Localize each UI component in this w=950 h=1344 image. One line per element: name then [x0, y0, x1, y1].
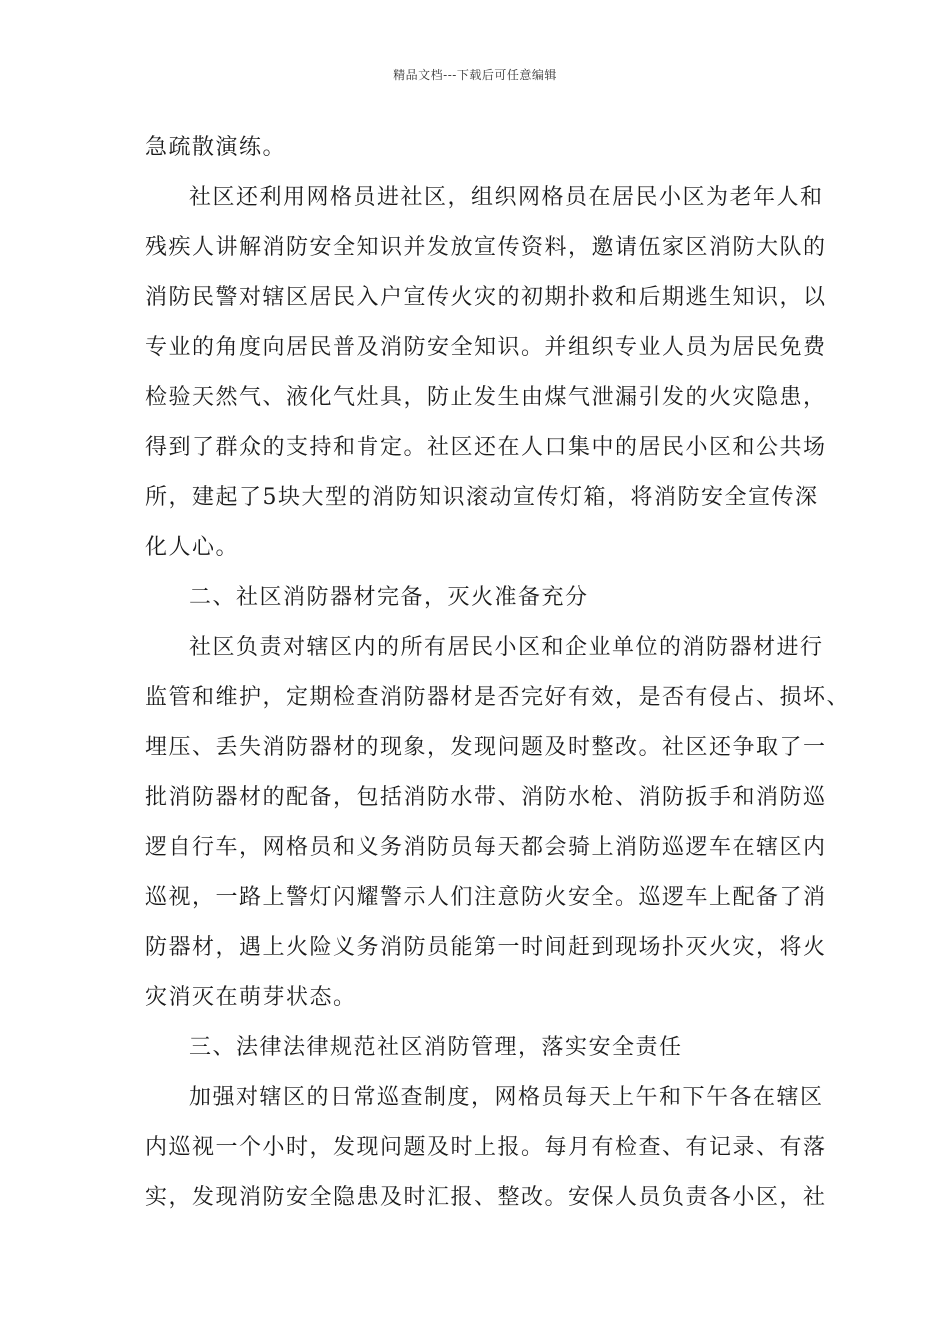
text-line: 得到了群众的支持和肯定。社区还在人口集中的居民小区和公共场 — [145, 435, 827, 460]
paragraph-start-line: 社区还利用网格员进社区，组织网格员在居民小区为老年人和 — [189, 185, 824, 210]
section-heading: 二、社区消防器材完备，灭火准备充分 — [189, 585, 589, 610]
text-line: 化人心。 — [145, 535, 240, 560]
text-line: 专业的角度向居民普及消防安全知识。并组织专业人员为居民免费 — [145, 335, 827, 360]
text-line: 巡视，一路上警灯闪耀警示人们注意防火安全。巡逻车上配备了消 — [145, 885, 827, 910]
section-heading: 三、法律法律规范社区消防管理，落实安全责任 — [189, 1035, 683, 1060]
text-line: 监管和维护，定期检查消防器材是否完好有效，是否有侵占、损坏、 — [145, 685, 851, 710]
text-line: 消防民警对辖区居民入户宣传火灾的初期扑救和后期逃生知识，以 — [145, 285, 827, 310]
text-line: 检验天然气、液化气灶具，防止发生由煤气泄漏引发的火灾隐患， — [145, 385, 827, 410]
text-line: 防器材，遇上火险义务消防员能第一时间赶到现场扑灭火灾，将火 — [145, 935, 827, 960]
paragraph-start-line: 加强对辖区的日常巡查制度，网格员每天上午和下午各在辖区 — [189, 1085, 824, 1110]
document-body — [145, 128, 851, 1228]
text-line: 批消防器材的配备，包括消防水带、消防水枪、消防扳手和消防巡 — [145, 785, 827, 810]
text-line: 埋压、丢失消防器材的现象，发现问题及时整改。社区还争取了一 — [145, 735, 827, 760]
text-line: 实，发现消防安全隐患及时汇报、整改。安保人员负责各小区，社 — [145, 1185, 827, 1210]
text-line: 逻自行车，网格员和义务消防员每天都会骑上消防巡逻车在辖区内 — [145, 835, 827, 860]
text-line: 灾消灭在萌芽状态。 — [145, 985, 357, 1010]
text-line: 所，建起了5块大型的消防知识滚动宣传灯箱，将消防安全宣传深 — [145, 485, 819, 510]
page-header: 精品文档---下载后可任意编辑 — [393, 68, 557, 82]
text-line: 残疾人讲解消防安全知识并发放宣传资料，邀请伍家区消防大队的 — [145, 235, 827, 260]
text-line: 内巡视一个小时，发现问题及时上报。每月有检查、有记录、有落 — [145, 1135, 827, 1160]
paragraph-start-line: 社区负责对辖区内的所有居民小区和企业单位的消防器材进行 — [189, 635, 824, 660]
text-line: 急疏散演练。 — [145, 135, 287, 160]
